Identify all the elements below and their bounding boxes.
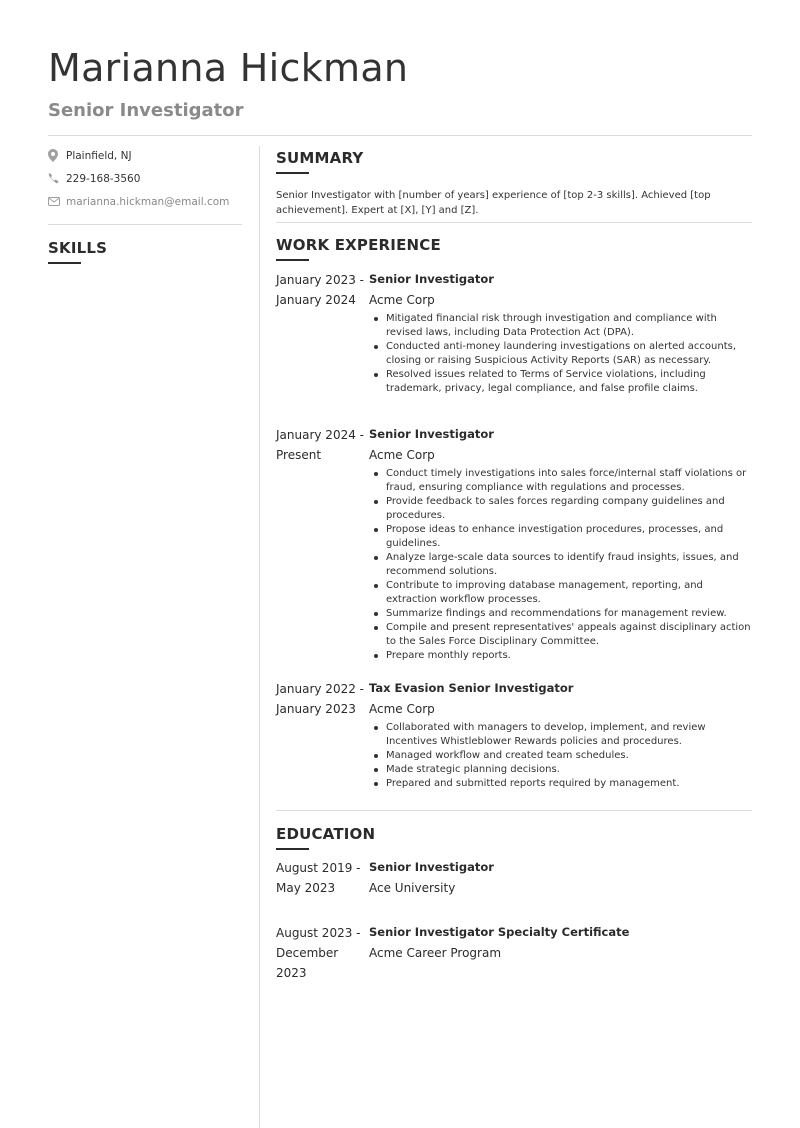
bullet-item: Mitigated financial risk through investigation and compliance with revised laws, including Data Protection Act (DPA). xyxy=(369,312,754,340)
summary-heading: SUMMARY xyxy=(276,149,364,167)
bullet-item: Contribute to improving database management, reporting, and extraction workflow processes. xyxy=(369,579,754,607)
date-end: January 2023 xyxy=(276,702,356,716)
date-start: January 2022 - xyxy=(276,682,364,696)
work-entry-org: Acme Corp xyxy=(369,702,435,716)
work-divider xyxy=(276,810,752,811)
envelope-icon xyxy=(48,197,66,206)
bullet-item: Resolved issues related to Terms of Service violations, including trademark, privacy, legal compliance, and false profile claims. xyxy=(369,368,754,396)
location-text: Plainfield, NJ xyxy=(66,149,132,162)
skills-section xyxy=(48,239,107,264)
education-section xyxy=(276,825,752,980)
education-entry-date xyxy=(276,858,370,898)
contact-email xyxy=(48,190,242,213)
skills-heading: SKILLS xyxy=(48,239,108,257)
bullet-item: Conduct timely investigations into sales force/internal staff violations or fraud, ensuring compliance with regulations and processes. xyxy=(369,467,754,495)
date-end: January 2024 xyxy=(276,293,356,307)
phone-icon xyxy=(48,173,66,184)
work-heading-underline xyxy=(276,259,309,261)
education-entry-institution: Ace University xyxy=(369,881,456,895)
candidate-name: Marianna Hickman xyxy=(48,46,409,90)
bullet-item: Propose ideas to enhance investigation procedures, processes, and guidelines. xyxy=(369,523,754,551)
education-entry-degree: Senior Investigator xyxy=(369,860,494,874)
work-entry-org: Acme Corp xyxy=(369,448,435,462)
bullet-item: Compile and present representatives' appeals against disciplinary action to the Sales Force Disciplinary Committee. xyxy=(369,621,754,649)
date-end: December 2023 xyxy=(276,946,339,980)
work-entry-role: Senior Investigator xyxy=(369,272,494,286)
work-entry-date xyxy=(276,425,370,465)
work-entry-role: Senior Investigator xyxy=(369,427,494,441)
bullet-item: Prepared and submitted reports required by management. xyxy=(369,777,754,791)
bullet-item: Summarize findings and recommendations for management review. xyxy=(369,607,754,621)
summary-section xyxy=(276,149,752,218)
contact-phone xyxy=(48,167,242,190)
bullet-item: Prepare monthly reports. xyxy=(369,649,754,663)
date-end: May 2023 xyxy=(276,881,336,895)
bullet-item: Analyze large-scale data sources to identify fraud insights, issues, and recommend solutions. xyxy=(369,551,754,579)
bullet-item: Made strategic planning decisions. xyxy=(369,763,754,777)
email-text[interactable]: marianna.hickman@email.com xyxy=(66,195,230,208)
bullet-item: Provide feedback to sales forces regarding company guidelines and procedures. xyxy=(369,495,754,523)
location-pin-icon xyxy=(48,149,66,162)
education-entry-degree: Senior Investigator Specialty Certificate xyxy=(369,925,630,939)
date-start: January 2024 - xyxy=(276,428,364,442)
column-divider xyxy=(259,146,260,1128)
education-entry-institution: Acme Career Program xyxy=(369,946,502,960)
contact-location xyxy=(48,144,242,167)
header-divider xyxy=(48,135,752,136)
work-entry-date xyxy=(276,270,370,310)
summary-divider xyxy=(276,222,752,223)
education-entry-date xyxy=(276,923,370,983)
summary-text: Senior Investigator with [number of years] experience of [top 2-3 skills]. Achieved [top achievement]. Expert at [X], [Y] and [Z]. xyxy=(276,190,711,216)
bullet-item: Conducted anti-money laundering investigations on alerted accounts, closing or raising Suspicious Activity Reports (SAR) as necessary. xyxy=(369,340,754,368)
date-end: Present xyxy=(276,448,322,462)
work-entry-bullets xyxy=(369,312,754,396)
summary-heading-underline xyxy=(276,172,309,174)
date-start: August 2019 - xyxy=(276,861,361,875)
contact-info xyxy=(48,144,242,213)
education-heading-underline xyxy=(276,848,309,850)
skills-heading-underline xyxy=(48,262,81,264)
contact-divider xyxy=(48,224,242,225)
bullet-item: Managed workflow and created team schedules. xyxy=(369,749,754,763)
work-entry-date xyxy=(276,679,370,719)
phone-text: 229-168-3560 xyxy=(66,172,141,185)
work-entry-bullets xyxy=(369,467,754,663)
bullet-item: Collaborated with managers to develop, implement, and review Incentives Whistleblower Rewards policies and procedures. xyxy=(369,721,754,749)
date-start: January 2023 - xyxy=(276,273,364,287)
work-heading: WORK EXPERIENCE xyxy=(276,236,441,254)
work-entry-bullets xyxy=(369,721,754,791)
date-start: August 2023 - xyxy=(276,926,361,940)
work-entry-role: Tax Evasion Senior Investigator xyxy=(369,681,574,695)
job-title: Senior Investigator xyxy=(48,100,244,121)
work-experience-section xyxy=(276,236,752,789)
education-heading: EDUCATION xyxy=(276,825,376,843)
work-entry-org: Acme Corp xyxy=(369,293,435,307)
